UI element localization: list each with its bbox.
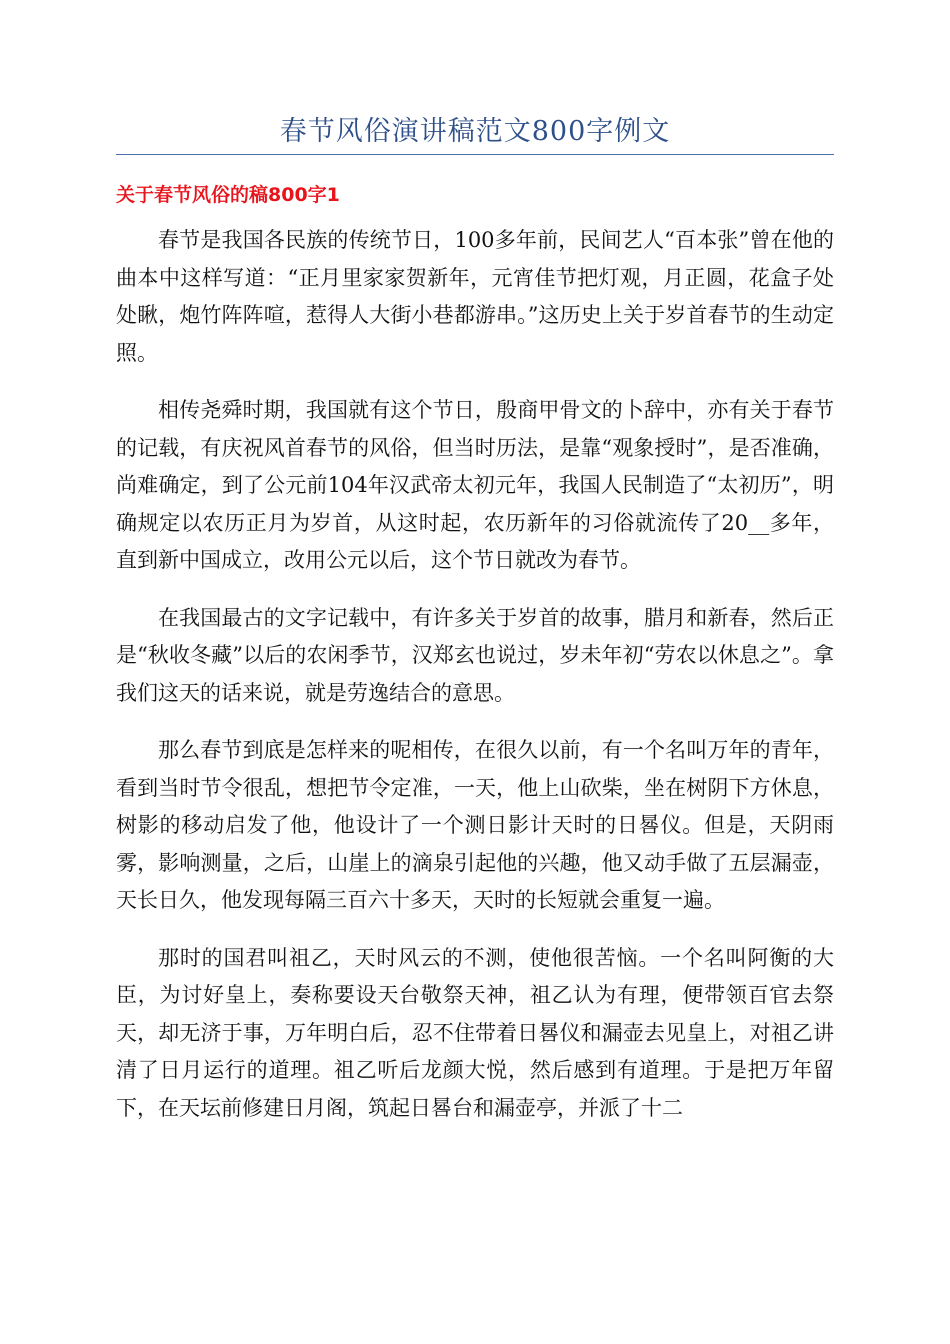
paragraph: 那么春节到底是怎样来的呢相传，在很久以前，有一个名叫万年的青年，看到当时节令很乱，想把节令定准，一天，他上山砍柴，坐在树阴下方休息，树影的移动启发了他，他设计了一个测日影计天时的日晷仪。但是，天阴雨雾，影响测量，之后，山崖上的滴泉引起他的兴趣，他又动手做了五层漏壶，天长日久，他发现每隔三百六十多天，天时的长短就会重复一遍。 xyxy=(116,738,834,912)
body-text xyxy=(116,222,834,1147)
paragraph: 相传尧舜时期，我国就有这个节日，殷商甲骨文的卜辞中，亦有关于春节的记载，有庆祝风首春节的风俗，但当时历法，是靠“观象授时”，是否准确，尚难确定，到了公元前104年汉武帝太初元年，我国人民制造了“太初历”，明确规定以农历正月为岁首，从这时起，农历新年的习俗就流传了20__多年，直到新中国成立，改用公元以后，这个节日就改为春节。 xyxy=(116,398,834,572)
paragraph: 那时的国君叫祖乙，天时风云的不测，使他很苦恼。一个名叫阿衡的大臣，为讨好皇上，奏称要设天台敬祭天神，祖乙认为有理，便带领百官去祭天，却无济于事，万年明白后，忍不住带着日晷仪和漏壶去见皇上，对祖乙讲清了日月运行的道理。祖乙听后龙颜大悦，然后感到有道理。于是把万年留下，在天坛前修建日月阁，筑起日晷台和漏壶亭，并派了十二 xyxy=(116,945,834,1120)
title-divider xyxy=(116,154,834,155)
paragraph: 在我国最古的文字记载中，有许多关于岁首的故事，腊月和新春，然后正是“秋收冬藏”以后的农闲季节，汉郑玄也说过，岁未年初“劳农以休息之”。拿我们这天的话来说，就是劳逸结合的意思。 xyxy=(116,605,834,705)
page-title: 春节风俗演讲稿范文800字例文 xyxy=(279,116,671,147)
section-heading: 关于春节风俗的稿800字1 xyxy=(116,184,340,206)
paragraph: 春节是我国各民族的传统节日，100多年前，民间艺人“百本张”曾在他的曲本中这样写道：“正月里家家贺新年，元宵佳节把灯观，月正圆，花盒子处处瞅，炮竹阵阵喧，惹得人大街小巷都游串。”这历史上关于岁首春节的生动定照。 xyxy=(116,228,834,365)
